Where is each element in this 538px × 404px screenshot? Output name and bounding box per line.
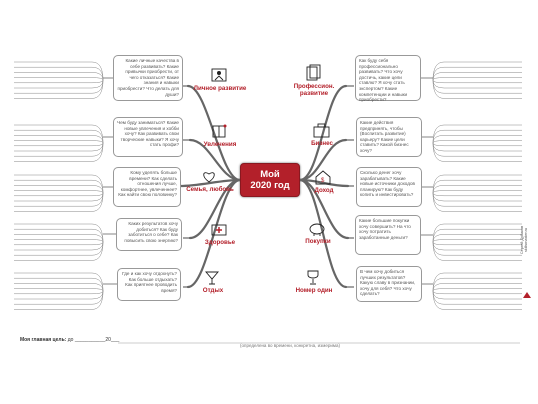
main-goal-label: Моя главная цель:	[20, 337, 67, 343]
author-credit: Сергей Дубаков skillsmaster.ru	[520, 225, 529, 255]
branch-health	[188, 220, 252, 256]
branch-rest	[181, 268, 245, 304]
branch-label: Бизнес	[311, 140, 333, 147]
question-box: Как буду себя профессионально развивать? Что хочу достичь, какие цели ставлю? Я хочу стать экспертом? Какие компетенции и навыки приобрести?	[355, 55, 421, 101]
question-box: Каких результатов хочу добиться? Как буду заботиться о себе? Как повысить свою энергию?	[116, 218, 182, 251]
branch-number-one	[282, 268, 346, 304]
piggy-bank-icon	[286, 219, 350, 237]
branch-label: Покупки	[305, 238, 331, 245]
writing-lines-right	[433, 273, 522, 309]
briefcase-icon	[290, 121, 354, 139]
writing-lines-left	[14, 175, 103, 211]
question-box: Какие личные качества в себе развивать? Какие привычки приобрести, от чего отказаться? Какие знания и навыки приобрести? Что делать для души?	[113, 55, 183, 101]
branch-hobbies	[188, 122, 252, 158]
center-line-2: 2020 год	[250, 180, 290, 191]
writing-lines-left	[14, 62, 103, 98]
center-line-1: Мой	[260, 169, 280, 180]
house-icon	[292, 168, 356, 186]
question-box: Какие большие покупки хочу совершить? На что хочу потратить заработанные деньги?	[355, 215, 421, 255]
date-prefix: до	[67, 337, 74, 343]
central-goal-box	[240, 163, 300, 197]
branch-label: Доход	[314, 187, 334, 194]
branch-business	[290, 121, 354, 157]
writing-lines-right	[433, 175, 522, 211]
branch-label: Семья, любовь	[186, 186, 234, 193]
main-goal-hint: (определена во времени, конкретна, измерима)	[240, 343, 340, 348]
branch-label: Профессион. развитие	[293, 83, 335, 97]
branch-purchases	[286, 219, 350, 255]
trophy-icon	[282, 268, 346, 286]
question-box: Сколько денег хочу зарабатывать? Какие новые источники доходов планирую? Как буду копить и инвестировать?	[356, 167, 422, 207]
writing-lines-right	[433, 62, 522, 98]
branch-label: Увлечения	[203, 141, 237, 148]
branch-professional-development	[282, 64, 346, 100]
question-box: Где и как хочу отдохнуть? Как больше отдыхать? Как приятнее проводить время?	[117, 268, 181, 301]
branch-label: Личное развитие	[193, 85, 247, 92]
svg-text:$: $	[321, 178, 325, 184]
logo-mark-icon	[523, 292, 531, 298]
documents-icon	[282, 64, 346, 82]
medkit-icon	[188, 220, 252, 238]
writing-lines-left	[14, 125, 103, 161]
question-box: Кому уделять больше времени? Как сделать отношения лучше, комфортнее, увлеченнее? Как найти свою половинку?	[113, 167, 181, 207]
writing-lines-left	[14, 224, 103, 260]
question-box: Какие действия предпринять, чтобы (Воспитать развитие) карьеру? Какие цели ставить? Какой бизнес хочу?	[356, 117, 422, 157]
branch-label: Отдых	[202, 287, 224, 294]
branch-income	[292, 168, 356, 204]
cocktail-icon	[181, 268, 245, 286]
writing-lines-left	[14, 273, 103, 309]
main-goal-line[interactable]	[20, 337, 119, 343]
date-blank: ___________20___	[74, 337, 120, 343]
branch-personal-development	[188, 66, 252, 102]
question-box: Чем буду заниматься? Какие новые увлечения и хобби хочу? Как развивать свои творческие навыки? Я хочу стать профи?	[113, 117, 183, 157]
person-reading-icon	[188, 66, 252, 84]
writing-lines-right	[433, 125, 522, 161]
question-box: В чем хочу добиться лучших результатов? Какую славу в признании, хочу для себя? Что хочу сделать?	[356, 266, 422, 302]
heart-icon	[178, 167, 242, 185]
branch-label: Номер один	[295, 287, 333, 294]
branch-label: Здоровье	[204, 239, 236, 246]
branch-family-love	[178, 167, 242, 203]
book-icon	[188, 122, 252, 140]
writing-lines-right	[433, 224, 522, 260]
